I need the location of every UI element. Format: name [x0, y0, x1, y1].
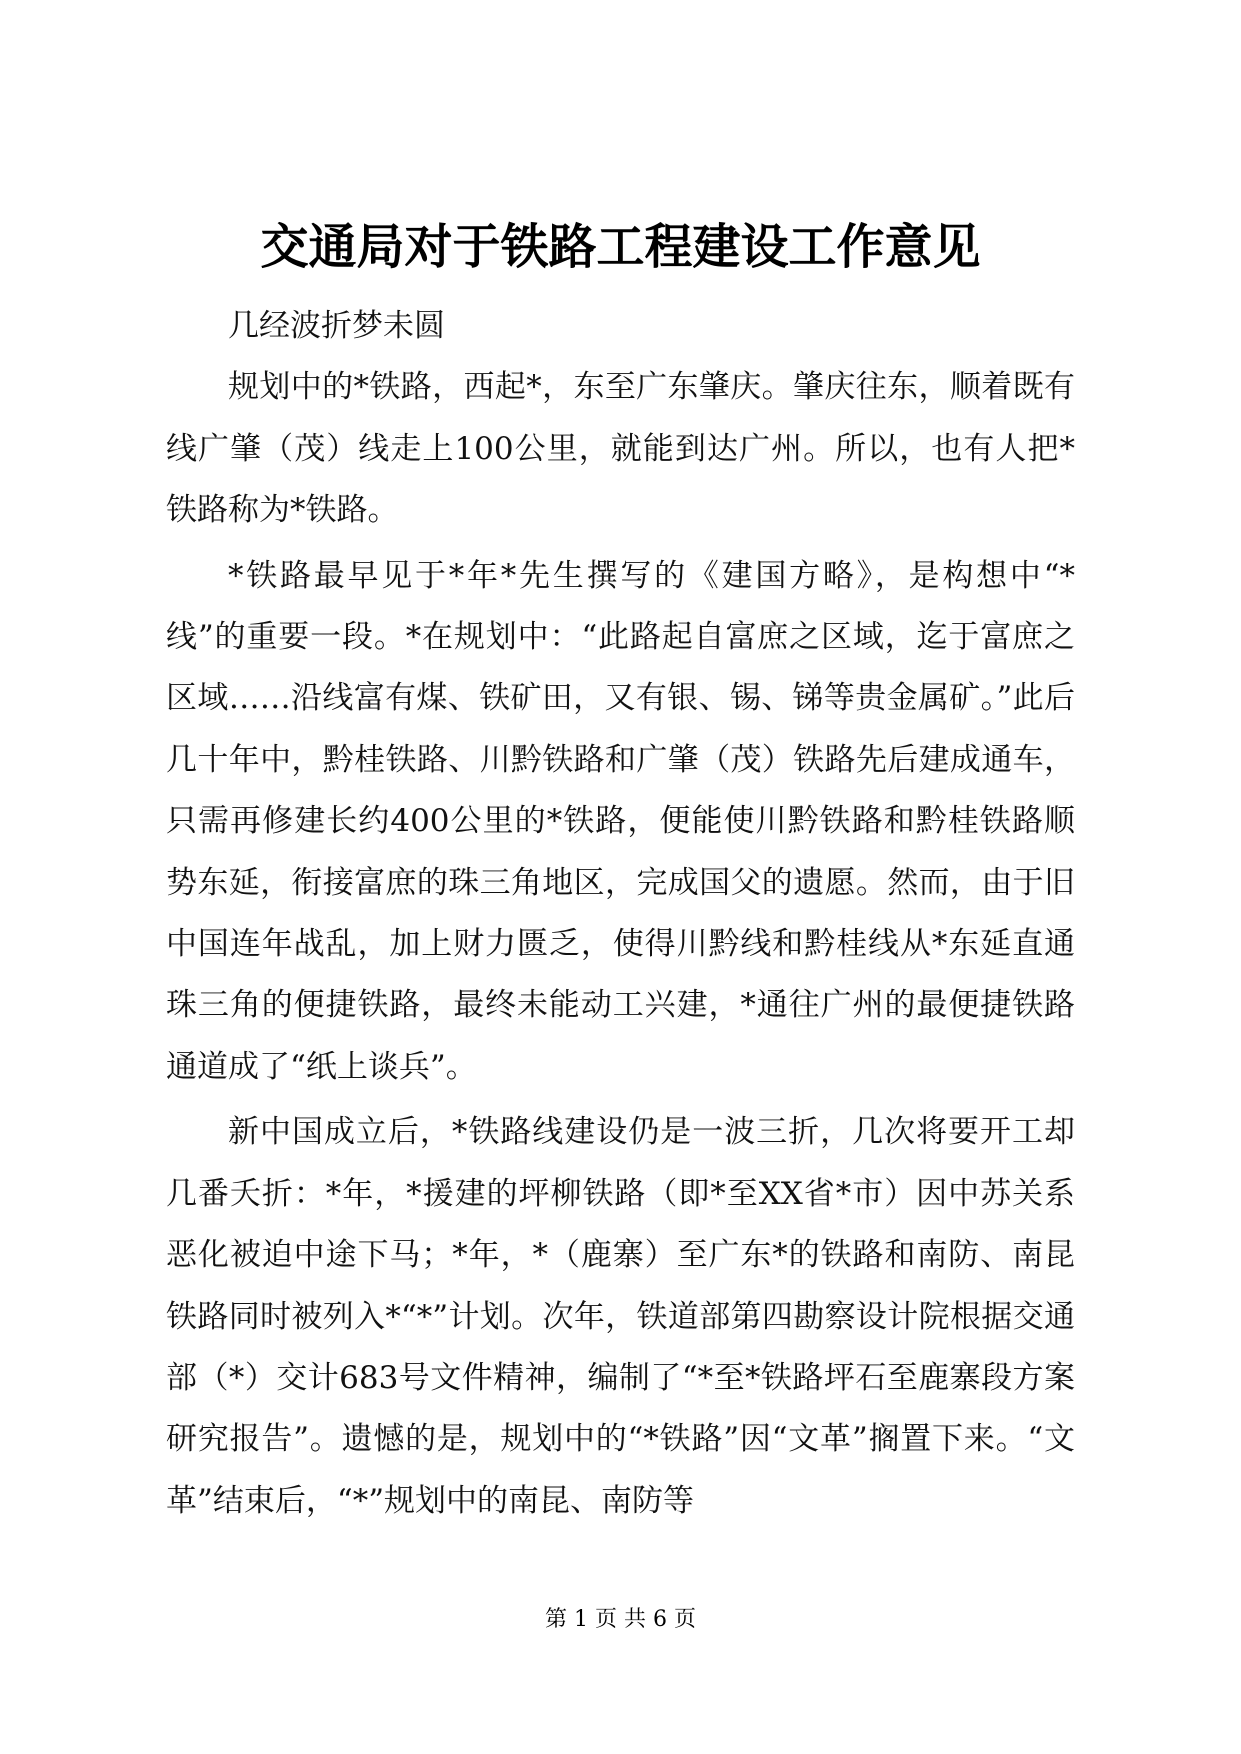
document-body	[166, 296, 1075, 1532]
paragraph: 新中国成立后，*铁路线建设仍是一波三折，几次将要开工却几番夭折：*年，*援建的坪柳铁路（即*至XX省*市）因中苏关系恶化被迫中途下马；*年，*（鹿寨）至广东*的铁路和南防、南昆铁路同时被列入*“*”计划。次年，铁道部第四勘察设计院根据交通部（*）交计683号文件精神，编制了“*至*铁路坪石至鹿寨段方案研究报告”。遗憾的是，规划中的“*铁路”因“文革”搁置下来。“文革”结束后，“*”规划中的南昆、南防等	[166, 1114, 1075, 1519]
section-subheading: 几经波折梦未圆	[228, 308, 445, 344]
paragraph: *铁路最早见于*年*先生撰写的《建国方略》，是构想中“*线”的重要一段。*在规划中：“此路起自富庶之区域，迄于富庶之区域……沿线富有煤、铁矿田，又有银、锡、锑等贵金属矿。”此后几十年中，黔桂铁路、川黔铁路和广肇（茂）铁路先后建成通车，只需再修建长约400公里的*铁路，便能使川黔铁路和黔桂铁路顺势东延，衔接富庶的珠三角地区，完成国父的遗愿。然而，由于旧中国连年战乱，加上财力匮乏，使得川黔线和黔桂线从*东延直通珠三角的便捷铁路，最终未能动工兴建，*通往广州的最便捷铁路通道成了“纸上谈兵”。	[166, 557, 1075, 1085]
document-title: 交通局对于铁路工程建设工作意见	[260, 219, 981, 275]
paragraph: 规划中的*铁路，西起*，东至广东肇庆。肇庆往东，顺着既有线广肇（茂）线走上100公里，就能到达广州。所以，也有人把*铁路称为*铁路。	[166, 369, 1075, 529]
page-number-footer: 第 1 页 共 6 页	[545, 1607, 696, 1632]
